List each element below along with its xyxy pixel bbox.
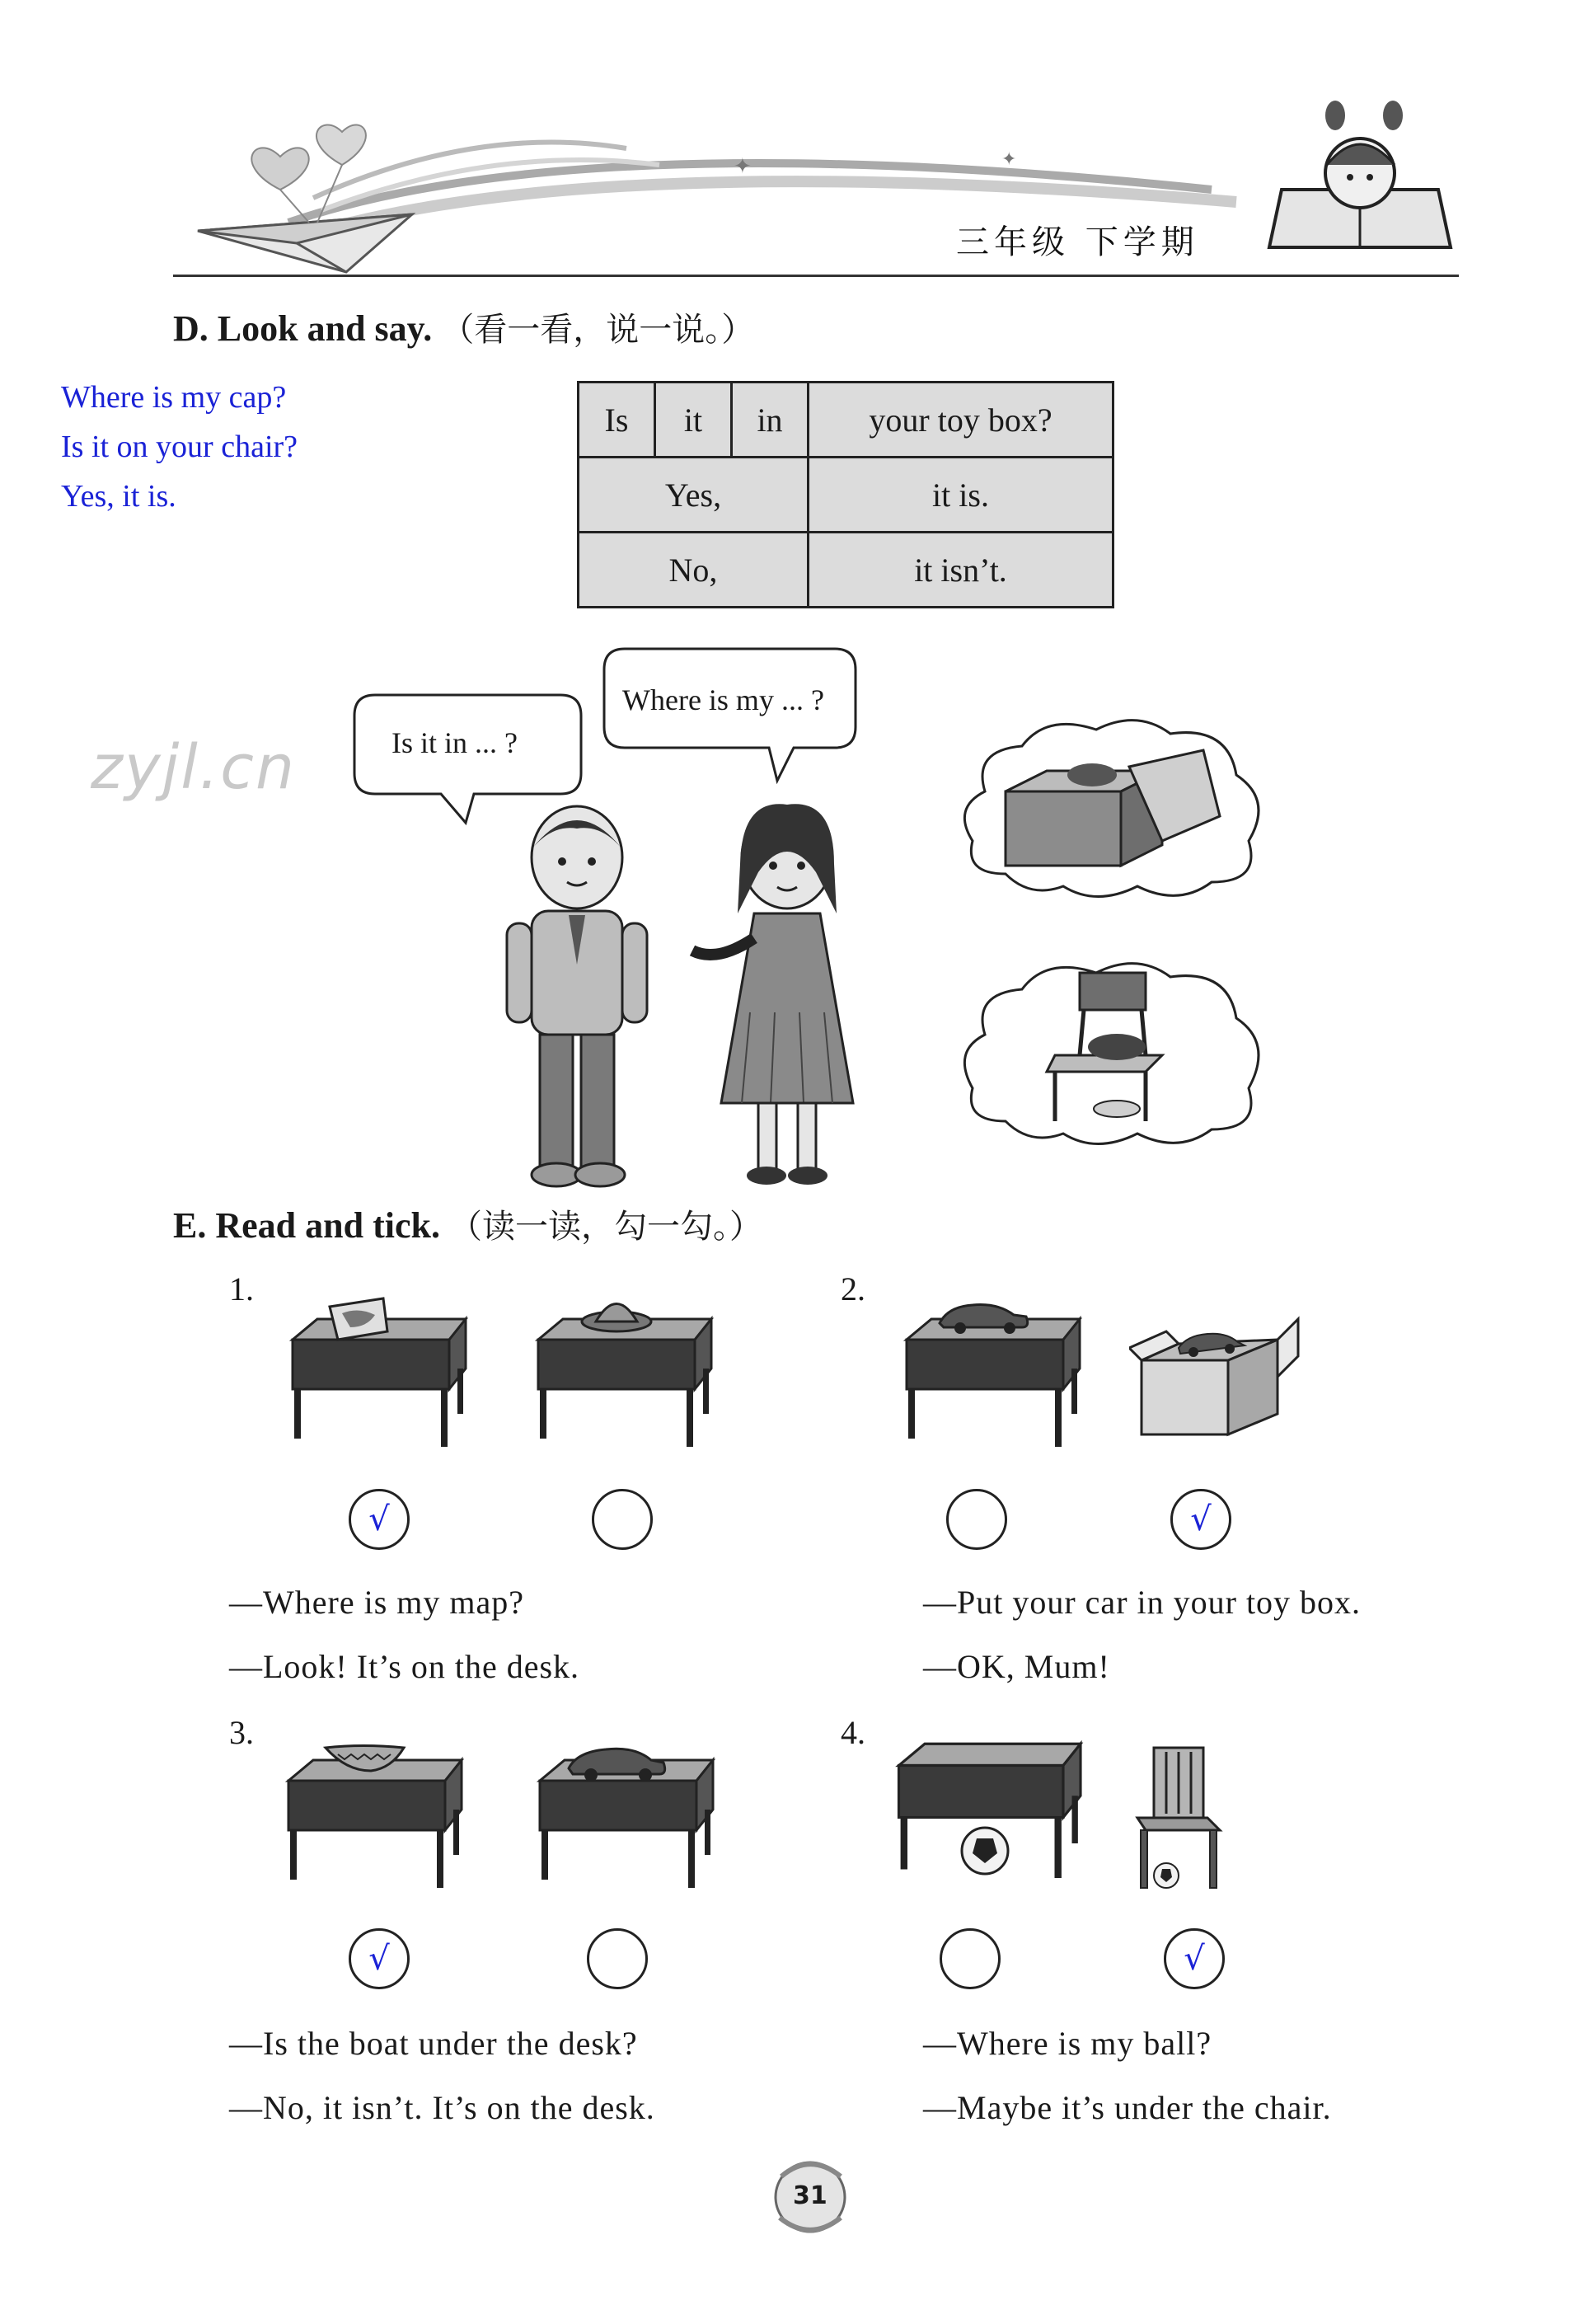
header-divider [173, 275, 1459, 277]
table-cell: your toy box? [809, 383, 1113, 458]
item-2-picture-a [898, 1290, 1096, 1455]
ball-icon [1154, 1863, 1179, 1888]
sentence-pattern-table [577, 381, 1114, 608]
item-3-picture-a [280, 1731, 478, 1896]
dialog-line: —Maybe it’s under the chair. [923, 2089, 1332, 2126]
table-row [579, 533, 1113, 608]
table-cell: No, [579, 533, 809, 608]
answer-circle[interactable] [1170, 1489, 1231, 1550]
table-row [579, 383, 1113, 458]
tick-mark: √ [368, 1940, 390, 1978]
chair-icon [1137, 1748, 1220, 1888]
paper-plane-icon [198, 214, 412, 272]
section-e-title-zh: （读一读，勾一勾。） [448, 1208, 762, 1246]
dialog-line: —Look! It’s on the desk. [229, 1648, 580, 1685]
map-icon [330, 1298, 387, 1340]
tick-mark: √ [368, 1500, 390, 1538]
item-1-picture-b [530, 1290, 728, 1455]
table-cell: Yes, [579, 458, 809, 533]
dialog-line: —Where is my map? [229, 1584, 524, 1621]
answer-circle[interactable] [1164, 1928, 1225, 1989]
section-e-title-en: E. Read and tick. [173, 1205, 440, 1246]
table-cell: it [655, 383, 732, 458]
page-number: 31 [793, 2181, 827, 2210]
svg-text:✦: ✦ [734, 154, 752, 179]
thought-cloud-chair [956, 948, 1269, 1154]
svg-text:✦: ✦ [1001, 149, 1017, 170]
table-cell: Is [579, 383, 655, 458]
boy-figure [495, 800, 659, 1195]
hat-icon [582, 1304, 651, 1332]
table-row [579, 458, 1113, 533]
table-cell: in [732, 383, 809, 458]
answer-circle[interactable] [592, 1489, 653, 1550]
answer-circle[interactable] [587, 1928, 648, 1989]
item-3-picture-b [532, 1731, 729, 1896]
desk-icon [288, 1760, 462, 1888]
answer-circle[interactable] [349, 1928, 410, 1989]
item-number: 2. [841, 1270, 865, 1308]
desk-icon [907, 1319, 1080, 1447]
watermark: zyjl.cn [91, 732, 296, 803]
header-banner [165, 99, 1467, 289]
section-d-title-en: D. Look and say. [173, 308, 433, 349]
handwritten-answer [61, 373, 298, 521]
answer-circle[interactable] [946, 1489, 1007, 1550]
dialog-line: —Where is my ball? [923, 2025, 1212, 2062]
table-cell: it is. [809, 458, 1113, 533]
dialog-line: —OK, Mum! [923, 1648, 1110, 1685]
section-d-title [173, 303, 754, 350]
item-2-picture-b [1129, 1311, 1310, 1459]
item-number: 1. [229, 1270, 254, 1308]
table-cell: it isn’t. [809, 533, 1113, 608]
ball-icon [962, 1828, 1008, 1874]
desk-icon [538, 1319, 711, 1447]
dialog-line: —Put your car in your toy box. [923, 1584, 1362, 1621]
answer-circle[interactable] [349, 1489, 410, 1550]
thought-cloud-toybox [956, 709, 1269, 907]
desk-icon [540, 1760, 713, 1888]
item-number: 3. [229, 1714, 254, 1751]
dialog-line: —Is the boat under the desk? [229, 2025, 638, 2062]
tick-mark: √ [1190, 1500, 1212, 1538]
bubble-text-girl: Where is my ... ? [622, 683, 824, 716]
desk-icon [293, 1319, 466, 1447]
answer-circle[interactable] [940, 1928, 1001, 1989]
bubble-text-boy: Is it in ... ? [391, 726, 518, 759]
girl-reading-icon [1269, 101, 1451, 247]
item-4-picture-b [1129, 1739, 1228, 1896]
handnote-line: Where is my cap? [61, 380, 287, 415]
tick-mark: √ [1184, 1940, 1205, 1978]
item-4-picture-a [890, 1723, 1104, 1896]
section-e-title [173, 1200, 762, 1247]
handnote-line: Yes, it is. [61, 479, 176, 514]
handnote-line: Is it on your chair? [61, 430, 298, 464]
girl-figure [684, 798, 874, 1194]
dialog-line: —No, it isn’t. It’s on the desk. [229, 2089, 655, 2126]
grade-label: 三年级 下学期 [956, 223, 1199, 261]
item-number: 4. [841, 1714, 865, 1751]
item-1-picture-a [284, 1290, 482, 1455]
section-d-title-zh: （看一看，说一说。） [441, 311, 755, 349]
